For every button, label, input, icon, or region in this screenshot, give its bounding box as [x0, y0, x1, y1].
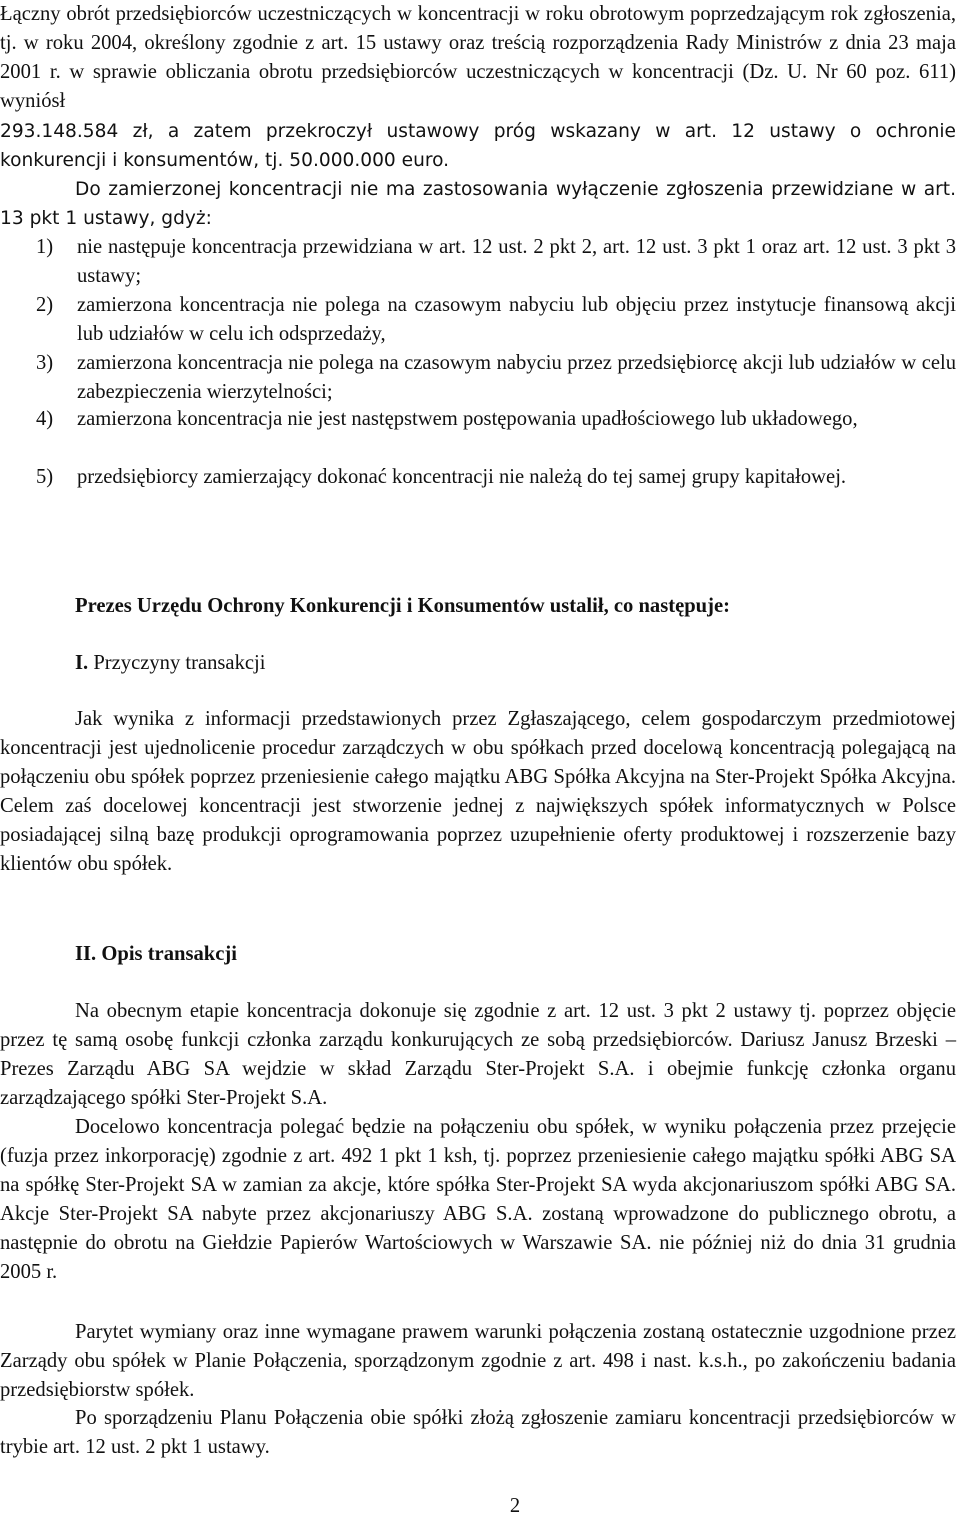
- list-number: 2): [36, 294, 54, 316]
- section-number: I.: [75, 652, 89, 674]
- intro-paragraph-turnover: Łączny obrót przedsiębiorców uczestniczących w koncentracji w roku obrotowym poprzedzającym rok zgłoszenia, tj. w roku 2004, określony zgodnie z art. 15 ustawy oraz treścią rozporządzenia Rady Ministrów z dnia 23 maja 2001 r. w sprawie obliczania obrotu przedsiębiorców uczestniczących w koncentracji (Dz. U. Nr 60 poz. 611) wyniósł: [0, 3, 956, 113]
- section-title: Opis transakcji: [101, 943, 237, 965]
- list-number: 5): [36, 466, 54, 488]
- exemption-list-item: [0, 291, 956, 349]
- list-number: 4): [36, 408, 54, 430]
- list-item-text: zamierzona koncentracja nie polega na czasowym nabyciu przez przedsiębiorcę akcji lub udziałów w celu zabezpieczenia wierzytelności;: [77, 352, 956, 404]
- list-item-text: zamierzona koncentracja nie polega na czasowym nabyciu lub objęciu przez instytucje finansową akcji lub udziałów w celu ich odsprzedaży,: [77, 294, 956, 346]
- exemption-list-item: [0, 349, 956, 407]
- section-title: Przyczyny transakcji: [93, 652, 266, 674]
- exemption-list-item: [0, 405, 956, 434]
- list-item-text: zamierzona koncentracja nie jest następstwem postępowania upadłościowego lub układowego,: [77, 408, 858, 430]
- list-item-text: przedsiębiorcy zamierzający dokonać koncentracji nie należą do tej samej grupy kapitałowej.: [77, 466, 847, 488]
- intro-paragraph-threshold: 293.148.584 zł, a zatem przekroczył ustawowy próg wskazany w art. 12 ustawy o ochronie konkurencji i konsumentów, tj. 50.000.000 euro.: [0, 121, 956, 172]
- list-item-text: nie następuje koncentracja przewidziana w art. 12 ust. 2 pkt 2, art. 12 ust. 3 pkt 1 oraz art. 12 ust. 3 pkt 3 ustawy;: [77, 236, 956, 288]
- description-paragraph: Na obecnym etapie koncentracja dokonuje się zgodnie z art. 12 ust. 3 pkt 2 ustawy tj. poprzez objęcie przez tę samą osobę funkcji członka zarządu konkurujących ze sobą przedsiębiorców. Dariusz Janusz Brzeski –Prezes Zarządu ABG SA wejdzie w skład Zarządu Ster-Projekt S.A. i obejmie funkcję członka organu zarządzającego spółki Ster-Projekt S.A.: [0, 1000, 956, 1110]
- exemption-list-item: [0, 463, 956, 492]
- section-heading-reasons: [75, 649, 265, 678]
- list-number: 3): [36, 352, 54, 374]
- section-heading-description: [75, 940, 237, 969]
- section-number: II.: [75, 943, 97, 965]
- exemption-list-item: [0, 233, 956, 291]
- list-number: 1): [36, 236, 54, 258]
- ruling-heading: Prezes Urzędu Ochrony Konkurencji i Konsumentów ustalił, co następuje:: [75, 595, 730, 617]
- page-number: 2: [509, 1495, 521, 1517]
- reasons-paragraph: Jak wynika z informacji przedstawionych przez Zgłaszającego, celem gospodarczym przedmiotowej koncentracji jest ujednolicenie procedur zarządczych w obu spółkach przed docelową koncentracją polegającą na połączeniu obu spółek poprzez przeniesienie całego majątku ABG Spółka Akcyjna na Ster-Projekt Spółka Akcyjna. Celem zaś docelowej koncentracji jest stworzenie jednej z największych spółek informatycznych w Polsce posiadającej silną bazę produkcji oprogramowania poprzez uzupełnienie oferty produktowej i rozszerzenie bazy klientów obu spółek.: [0, 708, 956, 876]
- description-paragraph: Po sporządzeniu Planu Połączenia obie spółki złożą zgłoszenie zamiaru koncentracji przedsiębiorców w trybie art. 12 ust. 2 pkt 1 ustawy.: [0, 1407, 956, 1459]
- intro-paragraph-exemption: Do zamierzonej koncentracji nie ma zastosowania wyłączenie zgłoszenia przewidziane w art. 13 pkt 1 ustawy, gdyż:: [0, 179, 956, 230]
- description-paragraph: Parytet wymiany oraz inne wymagane prawem warunki połączenia zostaną ostatecznie uzgodnione przez Zarządy obu spółek w Planie Połączenia, sporządzonym zgodnie z art. 498 i nast. k.s.h., po zakończeniu badania przedsiębiorstw spółek.: [0, 1321, 956, 1402]
- description-paragraph: Docelowo koncentracja polegać będzie na połączeniu obu spółek, w wyniku połączenia przez przejęcie (fuzja przez inkorporację) zgodnie z art. 492 1 pkt 1 ksh, tj. poprzez przeniesienie całego majątku spółki ABG SA na spółkę Ster-Projekt SA w zamian za akcje, które spółka Ster-Projekt SA wyda akcjonariuszom spółki ABG SA. Akcje Ster-Projekt SA nabyte przez akcjonariuszy ABG S.A. zostaną wprowadzone do publicznego obrotu, a następnie do obrotu na Giełdzie Papierów Wartościowych w Warszawie SA. nie później niż do dnia 31 grudnia 2005 r.: [0, 1116, 956, 1284]
